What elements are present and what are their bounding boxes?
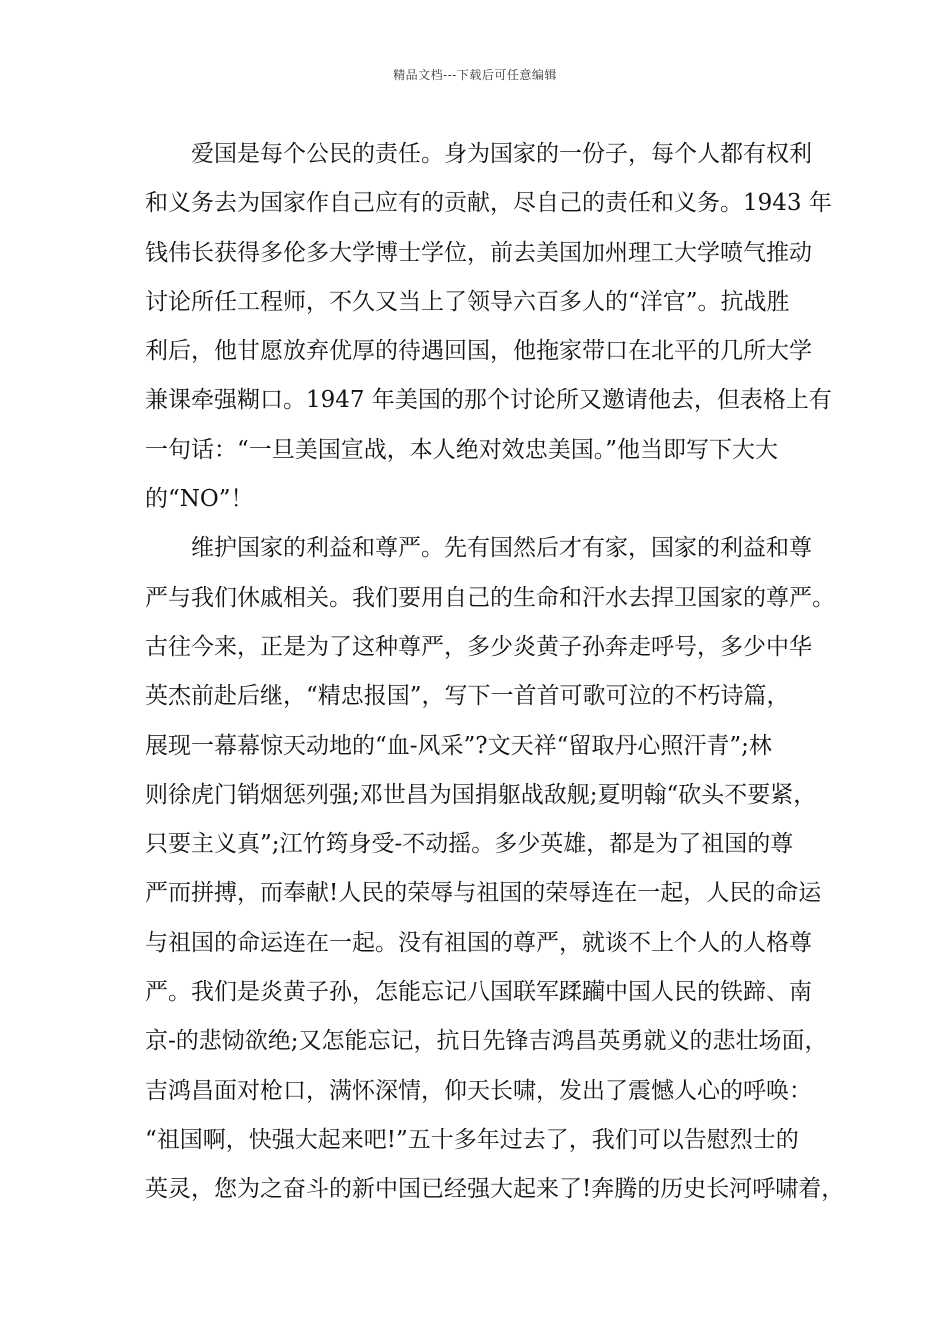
- text-line: 英灵，您为之奋斗的新中国已经强大起来了!奔腾的历史长河呼啸着，: [145, 1176, 845, 1203]
- text-line: 则徐虎门销烟惩列强;邓世昌为国捐躯战敌舰;夏明翰“砍头不要紧，: [145, 781, 817, 808]
- text-line: 展现一幕幕惊天动地的“血-风采”?文天祥“留取丹心照汗青”;林: [145, 732, 772, 759]
- text-line: 古往今来，正是为了这种尊严，多少炎黄子孙奔走呼号，多少中华: [145, 633, 812, 660]
- text-line: 一句话：“一旦美国宣战，本人绝对效忠美国。”他当即写下大大: [145, 436, 779, 463]
- text-line: 的“NO”！: [145, 486, 254, 513]
- text-line: 英杰前赴后继，“精忠报国”，写下一首首可歌可泣的不朽诗篇，: [145, 683, 790, 710]
- text-line: 利后，他甘愿放弃优厚的待遇回国，他拖家带口在北平的几所大学: [145, 338, 812, 365]
- page-header: 精品文档---下载后可任意编辑: [393, 68, 557, 82]
- text-line: “祖国啊，快强大起来吧!”五十多年过去了，我们可以告慰烈士的: [145, 1126, 799, 1153]
- paragraph-patriotism-duty: [145, 130, 832, 524]
- text-line: 只要主义真”;江竹筠身受-不动摇。多少英雄，都是为了祖国的尊: [145, 831, 794, 858]
- text-line: 讨论所任工程师，不久又当上了领导六百多人的“洋官”。抗战胜: [145, 288, 790, 315]
- text-line: 京-的悲恸欲绝;又怎能忘记，抗日先锋吉鸿昌英勇就义的悲壮场面，: [145, 1028, 828, 1055]
- text-line: 爱国是每个公民的责任。身为国家的一份子，每个人都有权利: [191, 141, 812, 167]
- text-line: 与祖国的命运连在一起。没有祖国的尊严，就谈不上个人的人格尊: [145, 929, 812, 956]
- text-line: 维护国家的利益和尊严。先有国然后才有家，国家的利益和尊: [191, 535, 812, 562]
- text-line: 吉鸿昌面对枪口，满怀深情，仰天长啸，发出了震憾人心的呼唤：: [145, 1077, 812, 1104]
- text-line: 严与我们休戚相关。我们要用自己的生命和汗水去捍卫国家的尊严。: [145, 584, 835, 611]
- text-line: 和义务去为国家作自己应有的贡献，尽自己的责任和义务。1943 年: [145, 190, 832, 217]
- text-line: 严。我们是炎黄子孙，怎能忘记八国联军蹂躏中国人民的铁蹄、南: [145, 979, 812, 1006]
- document-body: [145, 130, 845, 1215]
- paragraph-national-dignity: [145, 524, 845, 1214]
- text-line: 兼课牵强糊口。1947 年美国的那个讨论所又邀请他去，但表格上有: [145, 387, 832, 414]
- text-line: 钱伟长获得多伦多大学博士学位，前去美国加州理工大学喷气推动: [145, 239, 812, 266]
- text-line: 严而拼搏，而奉献!人民的荣辱与祖国的荣辱连在一起，人民的命运: [145, 880, 822, 907]
